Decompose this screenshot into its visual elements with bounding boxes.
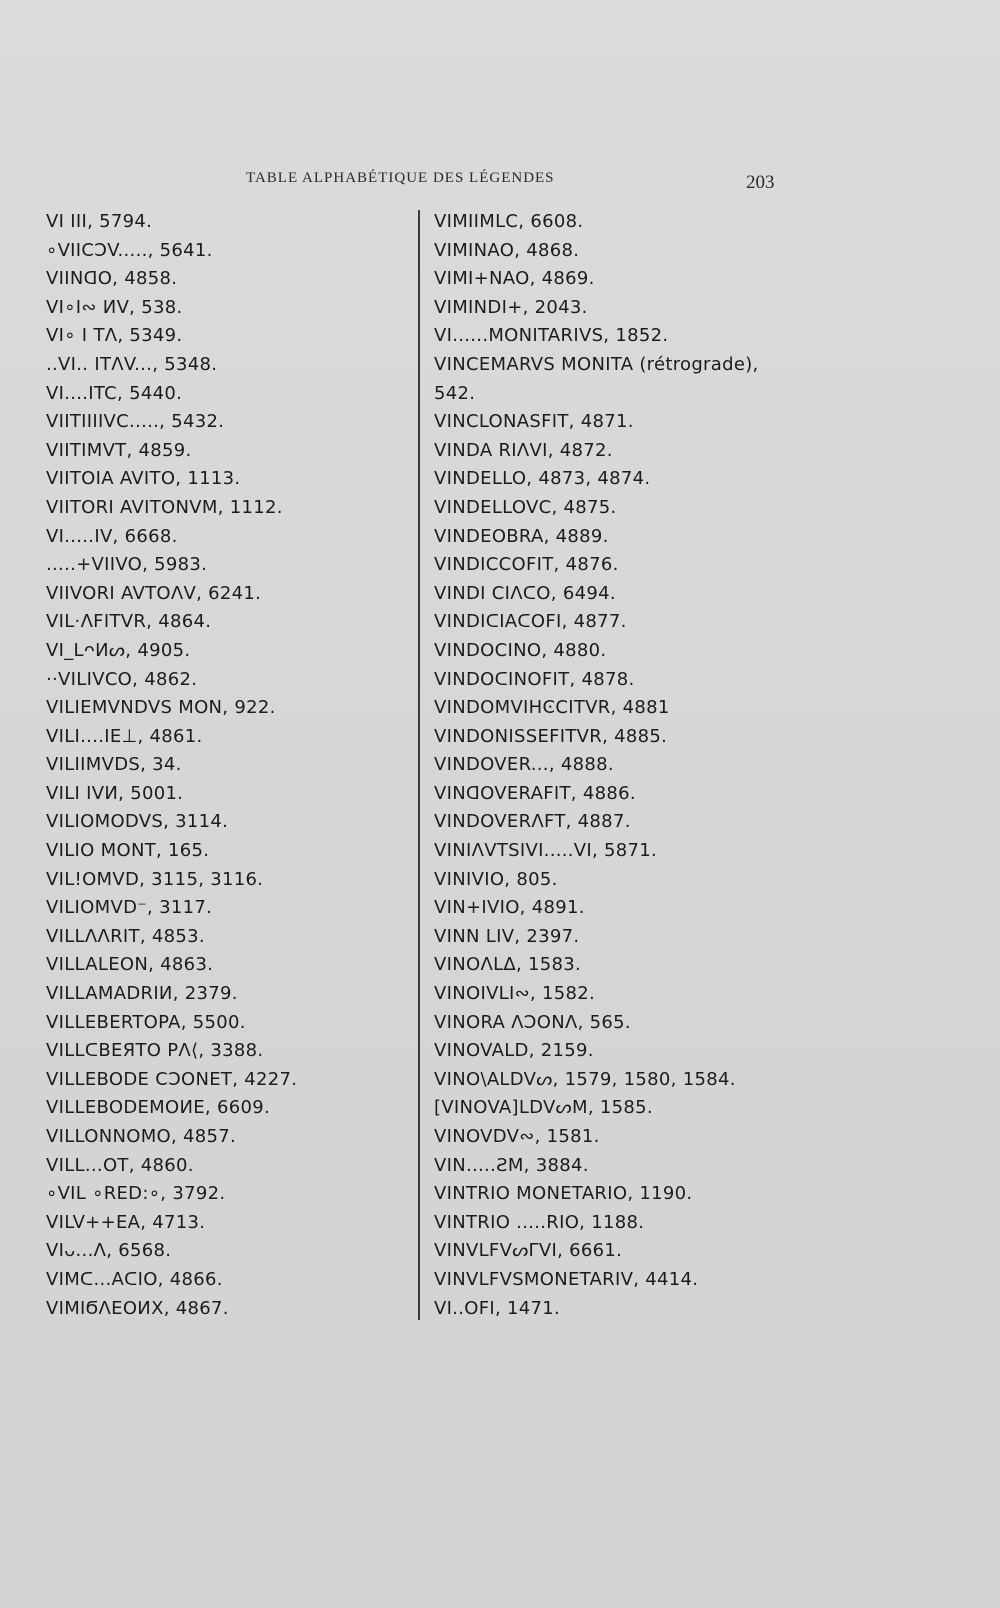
index-entry: VINCEMARVS MONITA (rétrograde), xyxy=(434,353,759,375)
index-entry: VI∘ I TΛ, 5349. xyxy=(46,325,183,347)
index-entry: ··VILIVCO, 4862. xyxy=(46,668,198,690)
index-entry: VI∘I∾ ИV, 538. xyxy=(46,296,183,318)
index-entry: VI....ITC, 5440. xyxy=(46,382,183,404)
index-entry: VILI....IE⊥, 4861. xyxy=(46,725,203,747)
index-entry: VILIO MONT, 165. xyxy=(46,840,210,862)
index-entry: ..VI.. ITΛV..., 5348. xyxy=(46,353,218,375)
index-entry: VIINᗡO, 4858. xyxy=(46,268,178,290)
index-entry: VIMINDI+, 2043. xyxy=(434,296,588,318)
index-entry: VILIOMODVS, 3114. xyxy=(46,811,229,833)
index-entry: VI III, 5794. xyxy=(46,211,153,232)
index-entry: VI..OFI, 1471. xyxy=(434,1297,561,1319)
index-entry: VINORA ΛϽONΛ, 565. xyxy=(434,1011,631,1033)
index-entry: VINᗡOVERAFIT, 4886. xyxy=(434,782,636,804)
index-entry: VILLEBERTOPA, 5500. xyxy=(46,1011,246,1033)
index-entry: VIMIIMLC, 6608. xyxy=(434,211,584,232)
index-entry: VINCLONASFIT, 4871. xyxy=(434,411,634,433)
index-entry: VIMᑕ...AᑕIO, 4866. xyxy=(46,1268,223,1290)
index-entry: VIMINAO, 4868. xyxy=(434,239,580,261)
index-entry: VIITOIA AVITO, 1113. xyxy=(46,468,241,490)
index-entry: VILV++EA, 4713. xyxy=(46,1211,206,1233)
index-entry: VILI IVИ, 5001. xyxy=(46,782,184,804)
running-header: TABLE ALPHABÉTIQUE DES LÉGENDES xyxy=(246,170,555,186)
index-entry: VILIEMVNDVS MON, 922. xyxy=(46,697,276,719)
index-entry: VINTRIO MONETARIO, 1190. xyxy=(434,1183,693,1205)
index-entry: VINDIᑕIAᑕOFI, 4877. xyxy=(434,611,627,633)
index-entry: VILLAMADRIИ, 2379. xyxy=(46,983,238,1005)
index-entry: VINN LIV, 2397. xyxy=(434,925,580,947)
index-entry: VIITIIIIVC....., 5432. xyxy=(46,411,225,433)
index-entry: VINDA RIΛVI, 4872. xyxy=(434,439,613,461)
left-column xyxy=(46,208,426,1323)
index-entry: VINDOMVIΗϾCITVR, 4881 xyxy=(434,697,670,719)
index-entry: VILLONNOMO, 4857. xyxy=(46,1126,237,1147)
index-entry: VI.....IV, 6668. xyxy=(46,525,178,547)
index-entry: VINDEOBRA, 4889. xyxy=(434,525,609,547)
index-entry: VILLEBODEMOИE, 6609. xyxy=(46,1097,270,1119)
index-entry: VILL...OT, 4860. xyxy=(46,1154,194,1176)
index-entry: VILIOMVD⁻, 3117. xyxy=(46,897,213,919)
index-entry: VINDELLO, 4873, 4874. xyxy=(434,468,651,490)
index-entry: VINDOᑕINOFIT, 4878. xyxy=(434,668,635,690)
index-entry: 542. xyxy=(434,382,476,404)
index-entry: VINOVDV∾, 1581. xyxy=(434,1126,600,1147)
index-entry: VINDICCOFIT, 4876. xyxy=(434,554,619,576)
index-entry: VIITIMVT, 4859. xyxy=(46,439,192,461)
index-entry: VILLEBODE ϹϽONET, 4227. xyxy=(46,1068,298,1090)
index-entry: VILLALEON, 4863. xyxy=(46,954,214,976)
index-entry: VINIVIO, 805. xyxy=(434,868,558,890)
index-entry: VINOVALD, 2159. xyxy=(434,1040,594,1062)
index-entry: VI......MONITARIVS, 1852. xyxy=(434,325,669,347)
index-entry: VINVLFVᔕΓVI, 6661. xyxy=(434,1240,623,1262)
index-entry: ∘VIIϹϽV....., 5641. xyxy=(46,239,213,261)
index-entry: VIITORI AVITONVM, 1112. xyxy=(46,496,283,518)
index-entry: VI_LᴖИᔕ, 4905. xyxy=(46,639,191,661)
page-number: 203 xyxy=(746,172,775,193)
index-entry: VINOΛLΔ, 1583. xyxy=(434,954,582,976)
index-entry: VINVLFVSMONETARIV, 4414. xyxy=(434,1268,699,1290)
index-entry: VINOIVLI∾, 1582. xyxy=(434,983,596,1005)
index-entry: [VINOVA]LDVᔕM, 1585. xyxy=(434,1097,653,1119)
index-entry: VINDOCINO, 4880. xyxy=(434,639,607,661)
index-entry: VIMIϬΛEOИX, 4867. xyxy=(46,1297,229,1319)
index-entry: VILLᑕBEЯTO PΛ⟨, 3388. xyxy=(46,1040,264,1062)
index-entry: VINDONISSEFITVR, 4885. xyxy=(434,725,668,747)
index-entry: .....+VIIVO, 5983. xyxy=(46,554,208,576)
index-entry: VINDI CIΛᑕO, 6494. xyxy=(434,582,616,604)
index-entry: VIL·ΛFITVR, 4864. xyxy=(46,611,212,633)
index-entry: VINTRIO .....RIO, 1188. xyxy=(434,1211,645,1233)
index-entry: ∘VIL ∘RED꞉∘, 3792. xyxy=(46,1183,226,1205)
index-entry: VINDOVERΛFT, 4887. xyxy=(434,811,631,833)
index-entry: VINIΛVTSIVI.....VI, 5871. xyxy=(434,840,658,862)
index-entry: VILIIMVDS, 34. xyxy=(46,754,182,776)
index-entry: VIN.....ƧM, 3884. xyxy=(434,1154,589,1176)
index-entry: VINO\ALDVᔕ, 1579, 1580, 1584. xyxy=(434,1068,736,1090)
right-column xyxy=(434,208,814,1323)
index-entry: VIIVORI AVTOΛV, 6241. xyxy=(46,582,262,604)
index-entry: VILLΛΛRIT, 4853. xyxy=(46,925,205,947)
index-entry: VIMI+NAO, 4869. xyxy=(434,268,595,290)
index-entry: VINDOVER..., 4888. xyxy=(434,754,614,776)
index-entry: VINDELLOVC, 4875. xyxy=(434,496,617,518)
index-entry: VIᴗ...Λ, 6568. xyxy=(46,1240,172,1262)
index-entry: VIL!OMVD, 3115, 3116. xyxy=(46,868,264,890)
index-entry: VIN+IVIO, 4891. xyxy=(434,897,585,919)
